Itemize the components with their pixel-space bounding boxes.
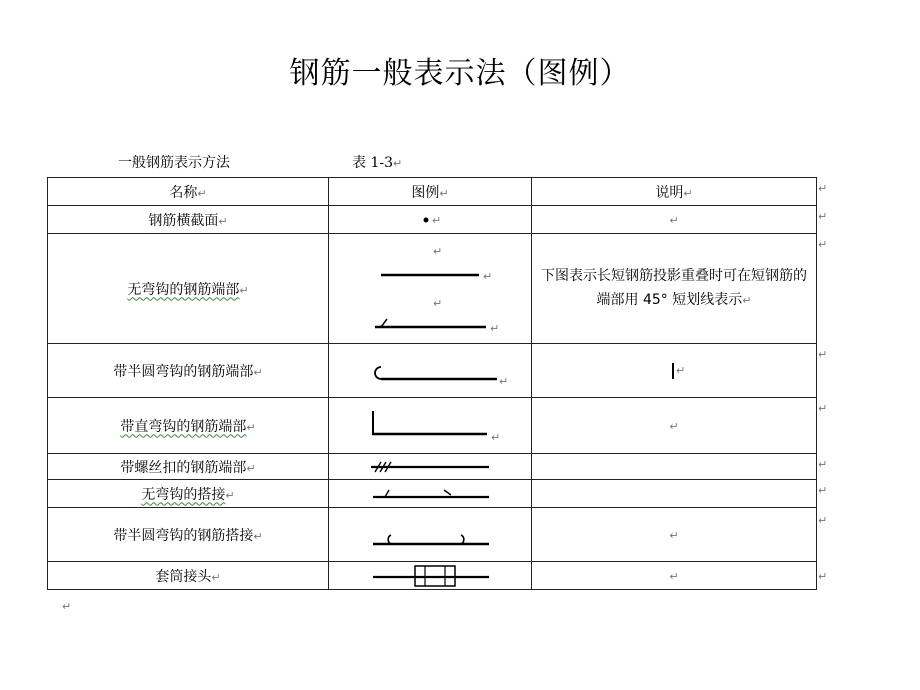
row-legend — [329, 454, 532, 480]
row-legend — [329, 562, 532, 590]
row-name: 无弯钩的搭接↵ — [48, 480, 329, 508]
sleeve-joint-symbol — [329, 563, 532, 589]
lap-semicircle-hook-symbol — [329, 509, 532, 561]
rebar-legend-table — [47, 177, 817, 590]
header-note: 说明↵ — [532, 178, 817, 206]
table-row — [48, 454, 817, 480]
row-note: ↵ — [532, 562, 817, 590]
paragraph-end-mark: ↵ — [62, 600, 72, 613]
row-name: 带半圆弯钩的钢筋搭接↵ — [48, 508, 329, 562]
row-note: ↵ — [532, 508, 817, 562]
row-note: ↵ — [532, 206, 817, 234]
svg-text:↵: ↵ — [483, 269, 493, 283]
row-name: 带直弯钩的钢筋端部↵ — [48, 398, 329, 454]
svg-text:↵: ↵ — [490, 321, 500, 335]
row-end-mark: ↵ — [818, 484, 828, 497]
svg-text:↵: ↵ — [432, 213, 442, 227]
row-legend — [329, 398, 532, 454]
page-title: 钢筋一般表示法（图例） — [289, 56, 631, 91]
rebar-cross-section-symbol — [410, 212, 450, 228]
row-end-mark: ↵ — [818, 514, 828, 527]
table-header-row — [48, 178, 817, 206]
row-legend — [329, 234, 532, 344]
row-legend — [329, 508, 532, 562]
no-hook-end-symbol — [329, 235, 532, 343]
svg-text:↵: ↵ — [433, 296, 443, 310]
row-end-mark: ↵ — [818, 402, 828, 415]
table-caption-right: 表 1-3↵ — [352, 155, 403, 171]
table-row — [48, 480, 817, 508]
header-name: 名称↵ — [48, 178, 329, 206]
row-legend — [329, 206, 532, 234]
row-name: 钢筋横截面↵ — [48, 206, 329, 234]
row-note: 下图表示长短钢筋投影重叠时可在短钢筋的端部用 45° 短划线表示↵ — [532, 234, 817, 344]
row-note — [532, 480, 817, 508]
table-row — [48, 234, 817, 344]
table-row — [48, 508, 817, 562]
table-row — [48, 206, 817, 234]
semicircle-hook-end-symbol — [329, 345, 532, 397]
row-legend — [329, 344, 532, 398]
row-end-mark: ↵ — [818, 570, 828, 583]
svg-text:↵: ↵ — [676, 363, 686, 377]
row-name: 套筒接头↵ — [48, 562, 329, 590]
row-note: ↵ — [532, 398, 817, 454]
semicircle-hook-section-symbol — [659, 359, 689, 383]
row-name: 带半圆弯钩的钢筋端部↵ — [48, 344, 329, 398]
svg-text:↵: ↵ — [491, 430, 501, 444]
svg-text:↵: ↵ — [499, 374, 509, 388]
svg-text:↵: ↵ — [433, 244, 443, 258]
lap-no-hook-symbol — [329, 481, 532, 507]
paragraph-mark: ↵ — [393, 157, 403, 170]
table-caption-left: 一般钢筋表示方法 — [118, 155, 230, 171]
row-note — [532, 344, 817, 398]
row-end-mark: ↵ — [818, 210, 828, 223]
table-row — [48, 562, 817, 590]
row-end-mark: ↵ — [818, 182, 828, 195]
row-note — [532, 454, 817, 480]
row-end-mark: ↵ — [818, 348, 828, 361]
table-row — [48, 344, 817, 398]
row-legend — [329, 480, 532, 508]
row-name: 带螺丝扣的钢筋端部↵ — [48, 454, 329, 480]
row-name: 无弯钩的钢筋端部↵ — [48, 234, 329, 344]
row-end-mark: ↵ — [818, 238, 828, 251]
threaded-end-symbol — [329, 455, 532, 479]
header-legend: 图例↵ — [329, 178, 532, 206]
straight-hook-end-symbol — [329, 399, 532, 453]
table-row — [48, 398, 817, 454]
row-end-mark: ↵ — [818, 458, 828, 471]
